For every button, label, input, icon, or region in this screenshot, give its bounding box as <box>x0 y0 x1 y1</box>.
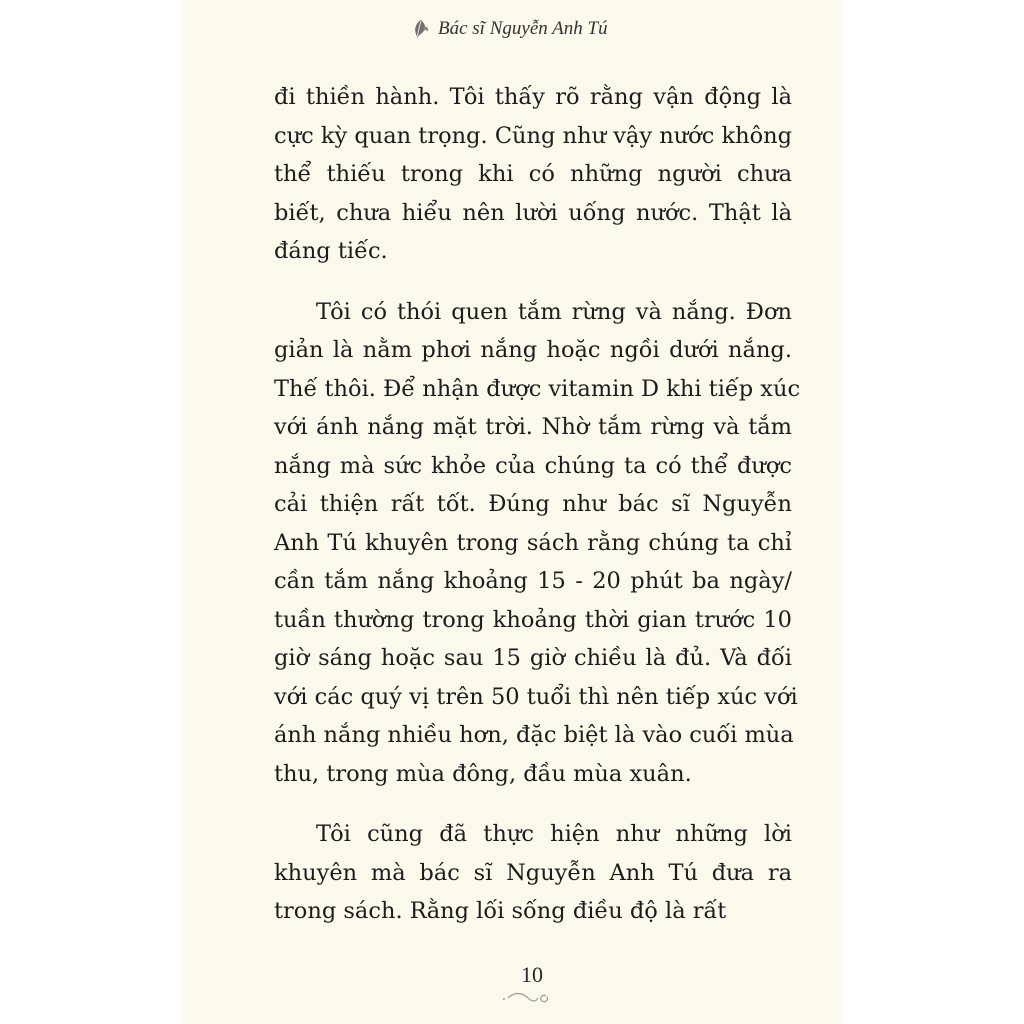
text-line: với ánh nắng mặt trời. Nhờ tắm rừng và tắm <box>274 414 792 440</box>
text-line: giản là nằm phơi nắng hoặc ngồi dưới nắng. <box>274 337 792 363</box>
text-line: đi thiền hành. Tôi thấy rõ rằng vận động là <box>274 84 792 110</box>
paragraph <box>274 293 801 794</box>
text-line: thu, trong mùa đông, đầu mùa xuân. <box>274 760 692 787</box>
paragraph <box>274 78 792 271</box>
text-line: cực kỳ quan trọng. Cũng như vậy nước không <box>274 122 793 149</box>
page-footer <box>482 962 582 1006</box>
text-line: Anh Tú khuyên trong sách rằng chúng ta chỉ <box>274 529 792 556</box>
text-line: đáng tiếc. <box>274 238 388 264</box>
text-line: giờ sáng hoặc sau 15 giờ chiều là đủ. Và đối <box>274 645 792 671</box>
text-line: cải thiện rất tốt. Đúng như bác sĩ Nguyễn <box>274 491 792 517</box>
text-line: thể thiếu trong khi có những người chưa <box>274 161 792 187</box>
book-page <box>182 0 842 1024</box>
text-line: Thế thôi. Để nhận được vitamin D khi tiếp xúc <box>274 375 801 402</box>
body-text <box>274 78 801 931</box>
text-line: tuần thường trong khoảng thời gian trước 10 <box>274 606 792 633</box>
text-line: trong sách. Rằng lối sống điều độ là rất <box>274 898 727 924</box>
text-line: khuyên mà bác sĩ Nguyễn Anh Tú đưa ra <box>274 859 792 886</box>
page-number: 10 <box>521 962 543 987</box>
running-header <box>410 14 608 44</box>
paragraph <box>274 815 792 931</box>
header-title: Bác sĩ Nguyễn Anh Tú <box>438 18 608 39</box>
swirl-ornament-icon <box>482 990 582 1006</box>
text-line: Tôi cũng đã thực hiện như những lời <box>316 821 792 847</box>
text-line: biết, chưa hiểu nên lười uống nước. Thật là <box>274 199 792 226</box>
text-line: ánh nắng nhiều hơn, đặc biệt là vào cuối mùa <box>274 722 794 748</box>
text-line: cần tắm nắng khoảng 15 - 20 phút ba ngày/ <box>274 568 792 594</box>
leaf-ornament-icon <box>410 18 432 40</box>
text-line: nắng mà sức khỏe của chúng ta có thể được <box>274 452 792 479</box>
text-line: với các quý vị trên 50 tuổi thì nên tiếp xúc với <box>274 683 798 710</box>
text-line: Tôi có thói quen tắm rừng và nắng. Đơn <box>316 298 792 325</box>
